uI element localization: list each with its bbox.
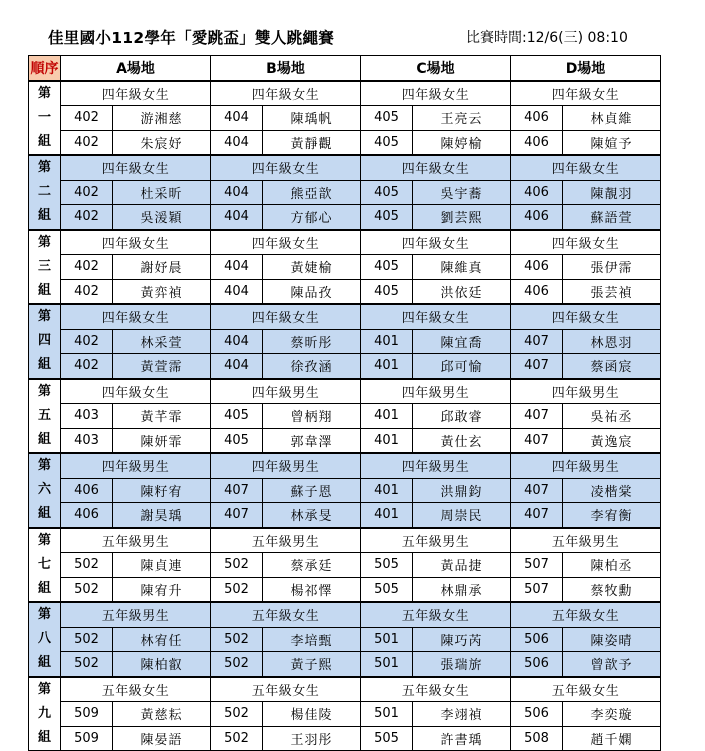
- class-number: 402: [61, 329, 113, 354]
- class-number: 505: [361, 553, 413, 578]
- student-name: 吳宇蕎: [413, 180, 511, 205]
- grade-gender-label: 四年級女生: [61, 81, 211, 106]
- student-name: 吳湲穎: [113, 205, 211, 230]
- group-label-char: 第: [37, 160, 51, 176]
- class-number: 509: [61, 702, 113, 727]
- group-label: [29, 677, 61, 751]
- student-name: 凌楷棠: [563, 478, 661, 503]
- grade-gender-label: 五年級男生: [511, 528, 661, 553]
- table-header-row: [29, 56, 661, 81]
- student-name: 劉芸熙: [413, 205, 511, 230]
- group-label: [29, 453, 61, 528]
- student-name: 蔡函宸: [563, 354, 661, 379]
- student-name: 林采萱: [113, 329, 211, 354]
- student-name: 李宥衡: [563, 503, 661, 528]
- student-name: 陳晏語: [113, 726, 211, 751]
- class-number: 502: [211, 577, 263, 602]
- group-label: [29, 304, 61, 379]
- student-name: 林鼎承: [413, 577, 511, 602]
- student-name: 趙千嫻: [563, 726, 661, 751]
- class-number: 405: [361, 255, 413, 280]
- order-header: 順序: [29, 56, 61, 81]
- table-row: [29, 279, 661, 304]
- class-number: 506: [511, 652, 563, 677]
- student-name: 游湘慈: [113, 106, 211, 131]
- student-name: 蔡承廷: [263, 553, 361, 578]
- class-number: 407: [511, 329, 563, 354]
- group-level-row: [29, 304, 661, 329]
- class-number: 404: [211, 130, 263, 155]
- grade-gender-label: 四年級女生: [511, 230, 661, 255]
- class-number: 407: [511, 428, 563, 453]
- student-name: 許書瑀: [413, 726, 511, 751]
- student-name: 張伊霈: [563, 255, 661, 280]
- group-level-row: [29, 602, 661, 627]
- student-name: 陳瑀帆: [263, 106, 361, 131]
- student-name: 黃仕玄: [413, 428, 511, 453]
- group-label-char: 組: [37, 729, 51, 745]
- class-number: 502: [211, 652, 263, 677]
- class-number: 402: [61, 180, 113, 205]
- group-label-char: 組: [37, 208, 51, 224]
- student-name: 陳籽宥: [113, 478, 211, 503]
- table-row: [29, 702, 661, 727]
- class-number: 502: [61, 577, 113, 602]
- class-number: 406: [61, 478, 113, 503]
- table-row: [29, 354, 661, 379]
- group-label-char: 組: [37, 506, 51, 522]
- group-level-row: [29, 155, 661, 180]
- student-name: 謝昊瑀: [113, 503, 211, 528]
- grade-gender-label: 四年級男生: [361, 453, 511, 478]
- table-row: [29, 652, 661, 677]
- group-label-char: 五: [37, 407, 51, 423]
- student-name: 黃靜觀: [263, 130, 361, 155]
- group-level-row: [29, 677, 661, 702]
- class-number: 401: [361, 329, 413, 354]
- group-label-char: 第: [37, 85, 51, 101]
- student-name: 黃逸宸: [563, 428, 661, 453]
- class-number: 407: [511, 503, 563, 528]
- table-row: [29, 428, 661, 453]
- class-number: 402: [61, 205, 113, 230]
- grade-gender-label: 五年級女生: [361, 677, 511, 702]
- group-label: [29, 155, 61, 230]
- class-number: 404: [211, 279, 263, 304]
- grade-gender-label: 四年級女生: [211, 155, 361, 180]
- student-name: 陳維真: [413, 255, 511, 280]
- grade-gender-label: 四年級女生: [361, 304, 511, 329]
- table-row: [29, 130, 661, 155]
- student-name: 吳祐丞: [563, 404, 661, 429]
- class-number: 507: [511, 577, 563, 602]
- student-name: 徐孜涵: [263, 354, 361, 379]
- group-label-char: 組: [37, 282, 51, 298]
- group-label-char: 組: [37, 431, 51, 447]
- grade-gender-label: 五年級女生: [61, 677, 211, 702]
- grade-gender-label: 五年級女生: [361, 602, 511, 627]
- class-number: 502: [61, 553, 113, 578]
- student-name: 黃弈禎: [113, 279, 211, 304]
- grade-gender-label: 四年級男生: [361, 379, 511, 404]
- class-number: 501: [361, 652, 413, 677]
- group-label-char: 組: [37, 655, 51, 671]
- class-number: 404: [211, 205, 263, 230]
- grade-gender-label: 四年級男生: [511, 453, 661, 478]
- class-number: 402: [61, 255, 113, 280]
- group-label: [29, 230, 61, 305]
- student-name: 周崇民: [413, 503, 511, 528]
- grade-gender-label: 四年級女生: [61, 304, 211, 329]
- class-number: 501: [361, 627, 413, 652]
- class-number: 507: [511, 553, 563, 578]
- class-number: 401: [361, 503, 413, 528]
- student-name: 陳柏叡: [113, 652, 211, 677]
- student-name: 陳宥升: [113, 577, 211, 602]
- student-name: 楊祁懌: [263, 577, 361, 602]
- table-row: [29, 726, 661, 751]
- grade-gender-label: 四年級女生: [61, 230, 211, 255]
- student-name: 蘇子恩: [263, 478, 361, 503]
- grade-gender-label: 五年級女生: [211, 677, 361, 702]
- class-number: 404: [211, 329, 263, 354]
- student-name: 蔡昕彤: [263, 329, 361, 354]
- group-label: [29, 379, 61, 454]
- grade-gender-label: 五年級男生: [361, 528, 511, 553]
- group-label-char: 第: [37, 383, 51, 399]
- table-row: [29, 503, 661, 528]
- table-row: [29, 404, 661, 429]
- schedule-body: [29, 81, 661, 751]
- student-name: 謝妤晨: [113, 255, 211, 280]
- group-label: [29, 602, 61, 677]
- class-number: 406: [511, 180, 563, 205]
- class-number: 506: [511, 702, 563, 727]
- group-level-row: [29, 453, 661, 478]
- class-number: 402: [61, 130, 113, 155]
- grade-gender-label: 四年級女生: [511, 81, 661, 106]
- table-row: [29, 180, 661, 205]
- student-name: 熊亞歆: [263, 180, 361, 205]
- student-name: 黃萱霈: [113, 354, 211, 379]
- class-number: 501: [361, 702, 413, 727]
- student-name: 陳妍霏: [113, 428, 211, 453]
- class-number: 401: [361, 478, 413, 503]
- group-label-char: 九: [37, 705, 51, 721]
- class-number: 407: [511, 354, 563, 379]
- student-name: 方郁心: [263, 205, 361, 230]
- grade-gender-label: 四年級男生: [511, 379, 661, 404]
- grade-gender-label: 四年級女生: [61, 379, 211, 404]
- student-name: 黃芊霏: [113, 404, 211, 429]
- grade-gender-label: 四年級男生: [61, 453, 211, 478]
- grade-gender-label: 五年級女生: [211, 602, 361, 627]
- class-number: 407: [211, 478, 263, 503]
- grade-gender-label: 四年級男生: [211, 379, 361, 404]
- group-label: [29, 528, 61, 603]
- student-name: 邱敢睿: [413, 404, 511, 429]
- student-name: 林宥任: [113, 627, 211, 652]
- group-label-char: 七: [37, 556, 51, 572]
- class-number: 405: [361, 180, 413, 205]
- grade-gender-label: 四年級男生: [211, 453, 361, 478]
- class-number: 404: [211, 180, 263, 205]
- class-number: 505: [361, 726, 413, 751]
- class-number: 401: [361, 354, 413, 379]
- student-name: 洪依廷: [413, 279, 511, 304]
- class-number: 406: [511, 106, 563, 131]
- venue-header-a: A場地: [61, 56, 211, 81]
- group-level-row: [29, 81, 661, 106]
- student-name: 陳姿晴: [563, 627, 661, 652]
- grade-gender-label: 四年級女生: [511, 304, 661, 329]
- class-number: 506: [511, 627, 563, 652]
- class-number: 502: [211, 627, 263, 652]
- table-row: [29, 106, 661, 131]
- venue-header-d: D場地: [511, 56, 661, 81]
- student-name: 李翊禎: [413, 702, 511, 727]
- class-number: 407: [511, 404, 563, 429]
- student-name: 黃子熙: [263, 652, 361, 677]
- match-time: 比賽時間:12/6(三) 08:10: [466, 30, 628, 46]
- class-number: 401: [361, 404, 413, 429]
- class-number: 407: [211, 503, 263, 528]
- group-label-char: 第: [37, 681, 51, 697]
- class-number: 508: [511, 726, 563, 751]
- class-number: 405: [361, 130, 413, 155]
- class-number: 407: [511, 478, 563, 503]
- student-name: 陳媗予: [563, 130, 661, 155]
- table-row: [29, 577, 661, 602]
- group-level-row: [29, 528, 661, 553]
- student-name: 林恩羽: [563, 329, 661, 354]
- group-label-char: 組: [37, 580, 51, 596]
- class-number: 505: [361, 577, 413, 602]
- student-name: 洪鼎鈞: [413, 478, 511, 503]
- table-row: [29, 205, 661, 230]
- student-name: 蘇語萱: [563, 205, 661, 230]
- student-name: 陳柏丞: [563, 553, 661, 578]
- class-number: 401: [361, 428, 413, 453]
- competition-schedule-table: [28, 55, 661, 751]
- student-name: 黃品捷: [413, 553, 511, 578]
- group-label-char: 第: [37, 309, 51, 325]
- student-name: 張芸禎: [563, 279, 661, 304]
- group-label: [29, 81, 61, 156]
- table-row: [29, 553, 661, 578]
- table-row: [29, 255, 661, 280]
- class-number: 403: [61, 428, 113, 453]
- grade-gender-label: 四年級女生: [361, 155, 511, 180]
- table-row: [29, 478, 661, 503]
- class-number: 509: [61, 726, 113, 751]
- group-label-char: 第: [37, 607, 51, 623]
- student-name: 蔡牧勳: [563, 577, 661, 602]
- student-name: 陳靚羽: [563, 180, 661, 205]
- student-name: 陳品孜: [263, 279, 361, 304]
- grade-gender-label: 五年級男生: [61, 528, 211, 553]
- group-label-char: 第: [37, 458, 51, 474]
- class-number: 405: [211, 428, 263, 453]
- venue-header-b: B場地: [211, 56, 361, 81]
- class-number: 406: [511, 205, 563, 230]
- student-name: 林承旻: [263, 503, 361, 528]
- group-label-char: 六: [37, 482, 51, 498]
- class-number: 406: [511, 279, 563, 304]
- page-header: [0, 26, 705, 50]
- student-name: 黃慈耘: [113, 702, 211, 727]
- class-number: 404: [211, 255, 263, 280]
- class-number: 405: [211, 404, 263, 429]
- student-name: 曾歆予: [563, 652, 661, 677]
- table-row: [29, 329, 661, 354]
- student-name: 黃婕榆: [263, 255, 361, 280]
- group-label-char: 八: [37, 631, 51, 647]
- group-label-char: 第: [37, 234, 51, 250]
- class-number: 502: [211, 702, 263, 727]
- student-name: 林貞維: [563, 106, 661, 131]
- grade-gender-label: 五年級男生: [61, 602, 211, 627]
- group-label-char: 組: [37, 133, 51, 149]
- student-name: 朱宸妤: [113, 130, 211, 155]
- grade-gender-label: 四年級女生: [211, 230, 361, 255]
- group-label-char: 第: [37, 532, 51, 548]
- class-number: 405: [361, 279, 413, 304]
- group-level-row: [29, 379, 661, 404]
- group-label-char: 二: [37, 184, 51, 200]
- class-number: 502: [61, 652, 113, 677]
- student-name: 李奕璇: [563, 702, 661, 727]
- student-name: 楊佳陵: [263, 702, 361, 727]
- grade-gender-label: 四年級女生: [61, 155, 211, 180]
- class-number: 406: [511, 130, 563, 155]
- student-name: 王羽彤: [263, 726, 361, 751]
- grade-gender-label: 五年級女生: [511, 677, 661, 702]
- student-name: 曾柄翔: [263, 404, 361, 429]
- class-number: 502: [211, 553, 263, 578]
- group-label-char: 四: [37, 333, 51, 349]
- grade-gender-label: 五年級女生: [511, 602, 661, 627]
- student-name: 陳貞連: [113, 553, 211, 578]
- class-number: 405: [361, 106, 413, 131]
- student-name: 王亮云: [413, 106, 511, 131]
- class-number: 406: [511, 255, 563, 280]
- grade-gender-label: 四年級女生: [361, 230, 511, 255]
- class-number: 405: [361, 205, 413, 230]
- class-number: 403: [61, 404, 113, 429]
- table-row: [29, 627, 661, 652]
- class-number: 406: [61, 503, 113, 528]
- group-label-char: 一: [37, 109, 51, 125]
- grade-gender-label: 四年級女生: [511, 155, 661, 180]
- group-label-char: 組: [37, 357, 51, 373]
- class-number: 404: [211, 354, 263, 379]
- grade-gender-label: 四年級女生: [361, 81, 511, 106]
- grade-gender-label: 四年級女生: [211, 81, 361, 106]
- class-number: 502: [211, 726, 263, 751]
- group-level-row: [29, 230, 661, 255]
- student-name: 陳宜喬: [413, 329, 511, 354]
- class-number: 404: [211, 106, 263, 131]
- student-name: 郭韋澤: [263, 428, 361, 453]
- student-name: 陳巧芮: [413, 627, 511, 652]
- student-name: 邱可愉: [413, 354, 511, 379]
- student-name: 李培甄: [263, 627, 361, 652]
- venue-header-c: C場地: [361, 56, 511, 81]
- grade-gender-label: 五年級男生: [211, 528, 361, 553]
- student-name: 陳婷榆: [413, 130, 511, 155]
- grade-gender-label: 四年級女生: [211, 304, 361, 329]
- student-name: 張瑞旂: [413, 652, 511, 677]
- class-number: 402: [61, 279, 113, 304]
- class-number: 502: [61, 627, 113, 652]
- class-number: 402: [61, 106, 113, 131]
- student-name: 杜采昕: [113, 180, 211, 205]
- page-title: 佳里國小112學年「愛跳盃」雙人跳繩賽: [48, 29, 335, 47]
- class-number: 402: [61, 354, 113, 379]
- group-label-char: 三: [37, 258, 51, 274]
